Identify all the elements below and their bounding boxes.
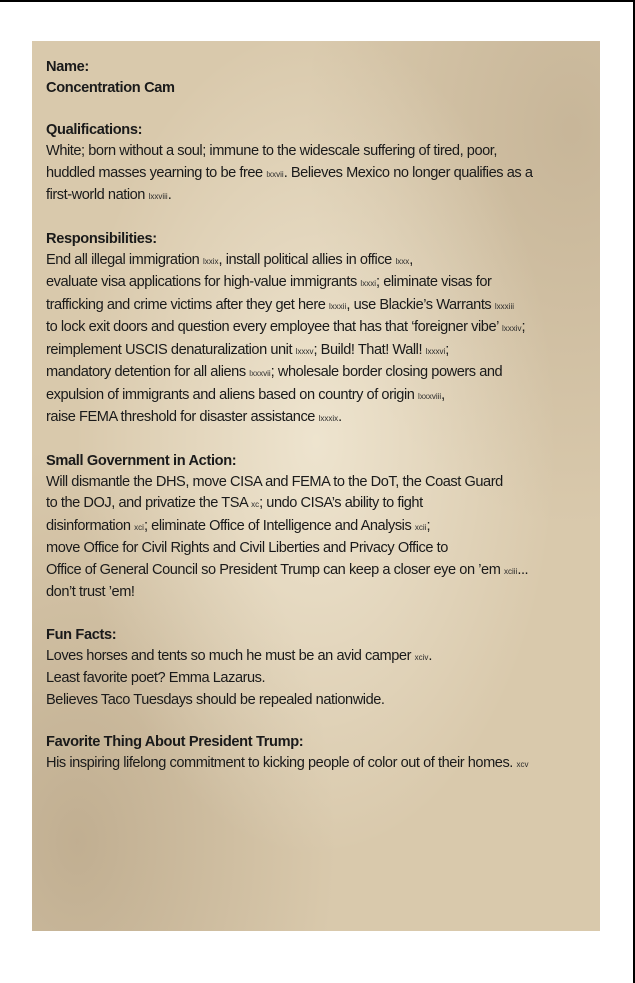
footnote-marker: xciii — [504, 566, 518, 576]
profile-card — [32, 41, 600, 931]
text-segment: ; Build! That! Wall! — [313, 341, 426, 358]
text-segment: . — [167, 187, 172, 203]
responsibilities-section — [46, 229, 586, 430]
text-line — [46, 185, 586, 208]
text-segment: . — [338, 409, 342, 425]
text-segment: mandatory detention for all aliens — [46, 364, 250, 380]
text-segment: raise FEMA threshold for disaster assistance — [46, 409, 319, 425]
text-line — [46, 340, 586, 363]
text-segment: Will dismantle the DHS, move CISA and FEMA to the DoT, the Coast Guard — [46, 473, 503, 490]
name-label: Name: — [46, 59, 89, 75]
fun-facts-heading: Fun Facts: — [46, 626, 117, 643]
responsibilities-heading: Responsibilities: — [46, 230, 157, 247]
footnote-marker: lxxxi — [360, 279, 376, 288]
text-line — [46, 362, 586, 385]
responsibilities-text — [46, 250, 586, 430]
text-segment: End all illegal immigration — [46, 251, 203, 268]
text-segment: ; wholesale border closing powers and — [270, 364, 503, 380]
footnote-marker: lxxxvi — [425, 346, 446, 356]
footnote-marker: lxxxix — [318, 414, 339, 423]
text-line — [46, 163, 586, 186]
text-segment: . — [428, 647, 432, 664]
text-line — [46, 538, 586, 560]
text-segment: expulsion of immigrants and aliens based on country of origin — [46, 386, 419, 403]
qualifications-heading: Qualifications: — [46, 122, 143, 138]
text-line — [46, 407, 586, 430]
text-segment: don’t trust ’em! — [46, 584, 135, 600]
footnote-marker: lxxxv — [295, 346, 314, 356]
text-segment: to the DOJ, and privatize the TSA — [46, 495, 252, 511]
footnote-marker: lxxxiv — [501, 324, 522, 333]
text-line — [46, 472, 586, 494]
text-segment: His inspiring lifelong commitment to kicking people of color out of their homes. — [46, 755, 517, 771]
text-segment: ... — [517, 561, 529, 578]
footnote-marker: lxxxii — [329, 301, 347, 311]
text-line — [46, 646, 586, 669]
text-segment: , use Blackie’s Warrants — [346, 296, 495, 313]
fun-facts-section — [46, 625, 586, 712]
text-line — [46, 753, 586, 776]
footnote-marker: xcii — [414, 522, 427, 532]
favorite-thing-heading: Favorite Thing About President Trump: — [46, 734, 304, 750]
text-segment: , — [409, 251, 413, 268]
text-segment: ; — [426, 517, 431, 534]
footnote-marker: lxxvii — [266, 169, 284, 179]
footnote-marker: xcv — [516, 760, 529, 769]
text-segment: Least favorite poet? Emma Lazarus. — [46, 670, 266, 686]
favorite-thing-text — [46, 753, 586, 776]
qualifications-text — [46, 141, 586, 208]
text-segment: ; eliminate visas for — [375, 274, 492, 290]
footnote-marker: xc — [251, 500, 260, 509]
text-segment: , install political allies in office — [218, 251, 396, 268]
fun-facts-text — [46, 646, 586, 712]
text-segment: ; eliminate Office of Intelligence and Analysis — [143, 517, 415, 534]
footnote-marker: lxxxiii — [494, 301, 514, 311]
favorite-thing-section — [46, 732, 586, 776]
name-section — [46, 57, 586, 99]
text-segment: White; born without a soul; immune to the widescale suffering of tired, poor, — [46, 143, 497, 159]
text-line — [46, 582, 586, 604]
text-line — [46, 560, 586, 583]
text-line — [46, 668, 586, 690]
text-segment: reimplement USCIS denaturalization unit — [46, 341, 296, 358]
text-line — [46, 385, 586, 408]
text-segment: first-world nation — [46, 187, 149, 203]
text-line — [46, 295, 586, 318]
footnote-marker: xci — [134, 522, 144, 532]
text-segment: ; — [445, 341, 449, 358]
text-line — [46, 690, 586, 712]
text-line — [46, 250, 586, 273]
text-segment: ; undo CISA’s ability to fight — [259, 495, 423, 511]
text-line — [46, 141, 586, 163]
text-segment: to lock exit doors and question every employee that has that ‘foreigner vibe’ — [46, 319, 502, 335]
text-segment: Office of General Council so President Trump can keep a closer eye on ’em — [46, 561, 504, 578]
text-line — [46, 516, 586, 539]
text-segment: move Office for Civil Rights and Civil Liberties and Privacy Office to — [46, 540, 448, 556]
top-border — [0, 0, 635, 2]
text-segment: trafficking and crime victims after they get here — [46, 296, 330, 313]
text-segment: Loves horses and tents so much he must be an avid camper — [46, 647, 415, 664]
text-segment: . Believes Mexico no longer qualifies as a — [283, 164, 533, 181]
small-government-heading: Small Government in Action: — [46, 452, 237, 469]
text-segment: huddled masses yearning to be free — [46, 164, 267, 181]
name-value: Concentration Cam — [46, 80, 175, 96]
qualifications-section — [46, 120, 586, 208]
text-line — [46, 317, 586, 340]
text-segment: Believes Taco Tuesdays should be repealed nationwide. — [46, 691, 385, 708]
footnote-marker: xciv — [414, 652, 429, 662]
text-segment: ; — [521, 319, 526, 335]
text-line — [46, 493, 586, 516]
footnote-marker: lxxxvii — [249, 369, 271, 378]
footnote-marker: lxxxviii — [418, 391, 442, 401]
footnote-marker: lxxviii — [148, 192, 168, 201]
text-segment: evaluate visa applications for high-value immigrants — [46, 274, 361, 290]
small-government-text — [46, 472, 586, 604]
text-segment: disinformation — [46, 517, 135, 534]
text-segment: , — [441, 386, 445, 403]
text-line — [46, 272, 586, 295]
footnote-marker: lxxix — [202, 256, 219, 266]
footnote-marker: lxxx — [395, 256, 410, 266]
small-government-section — [46, 451, 586, 604]
